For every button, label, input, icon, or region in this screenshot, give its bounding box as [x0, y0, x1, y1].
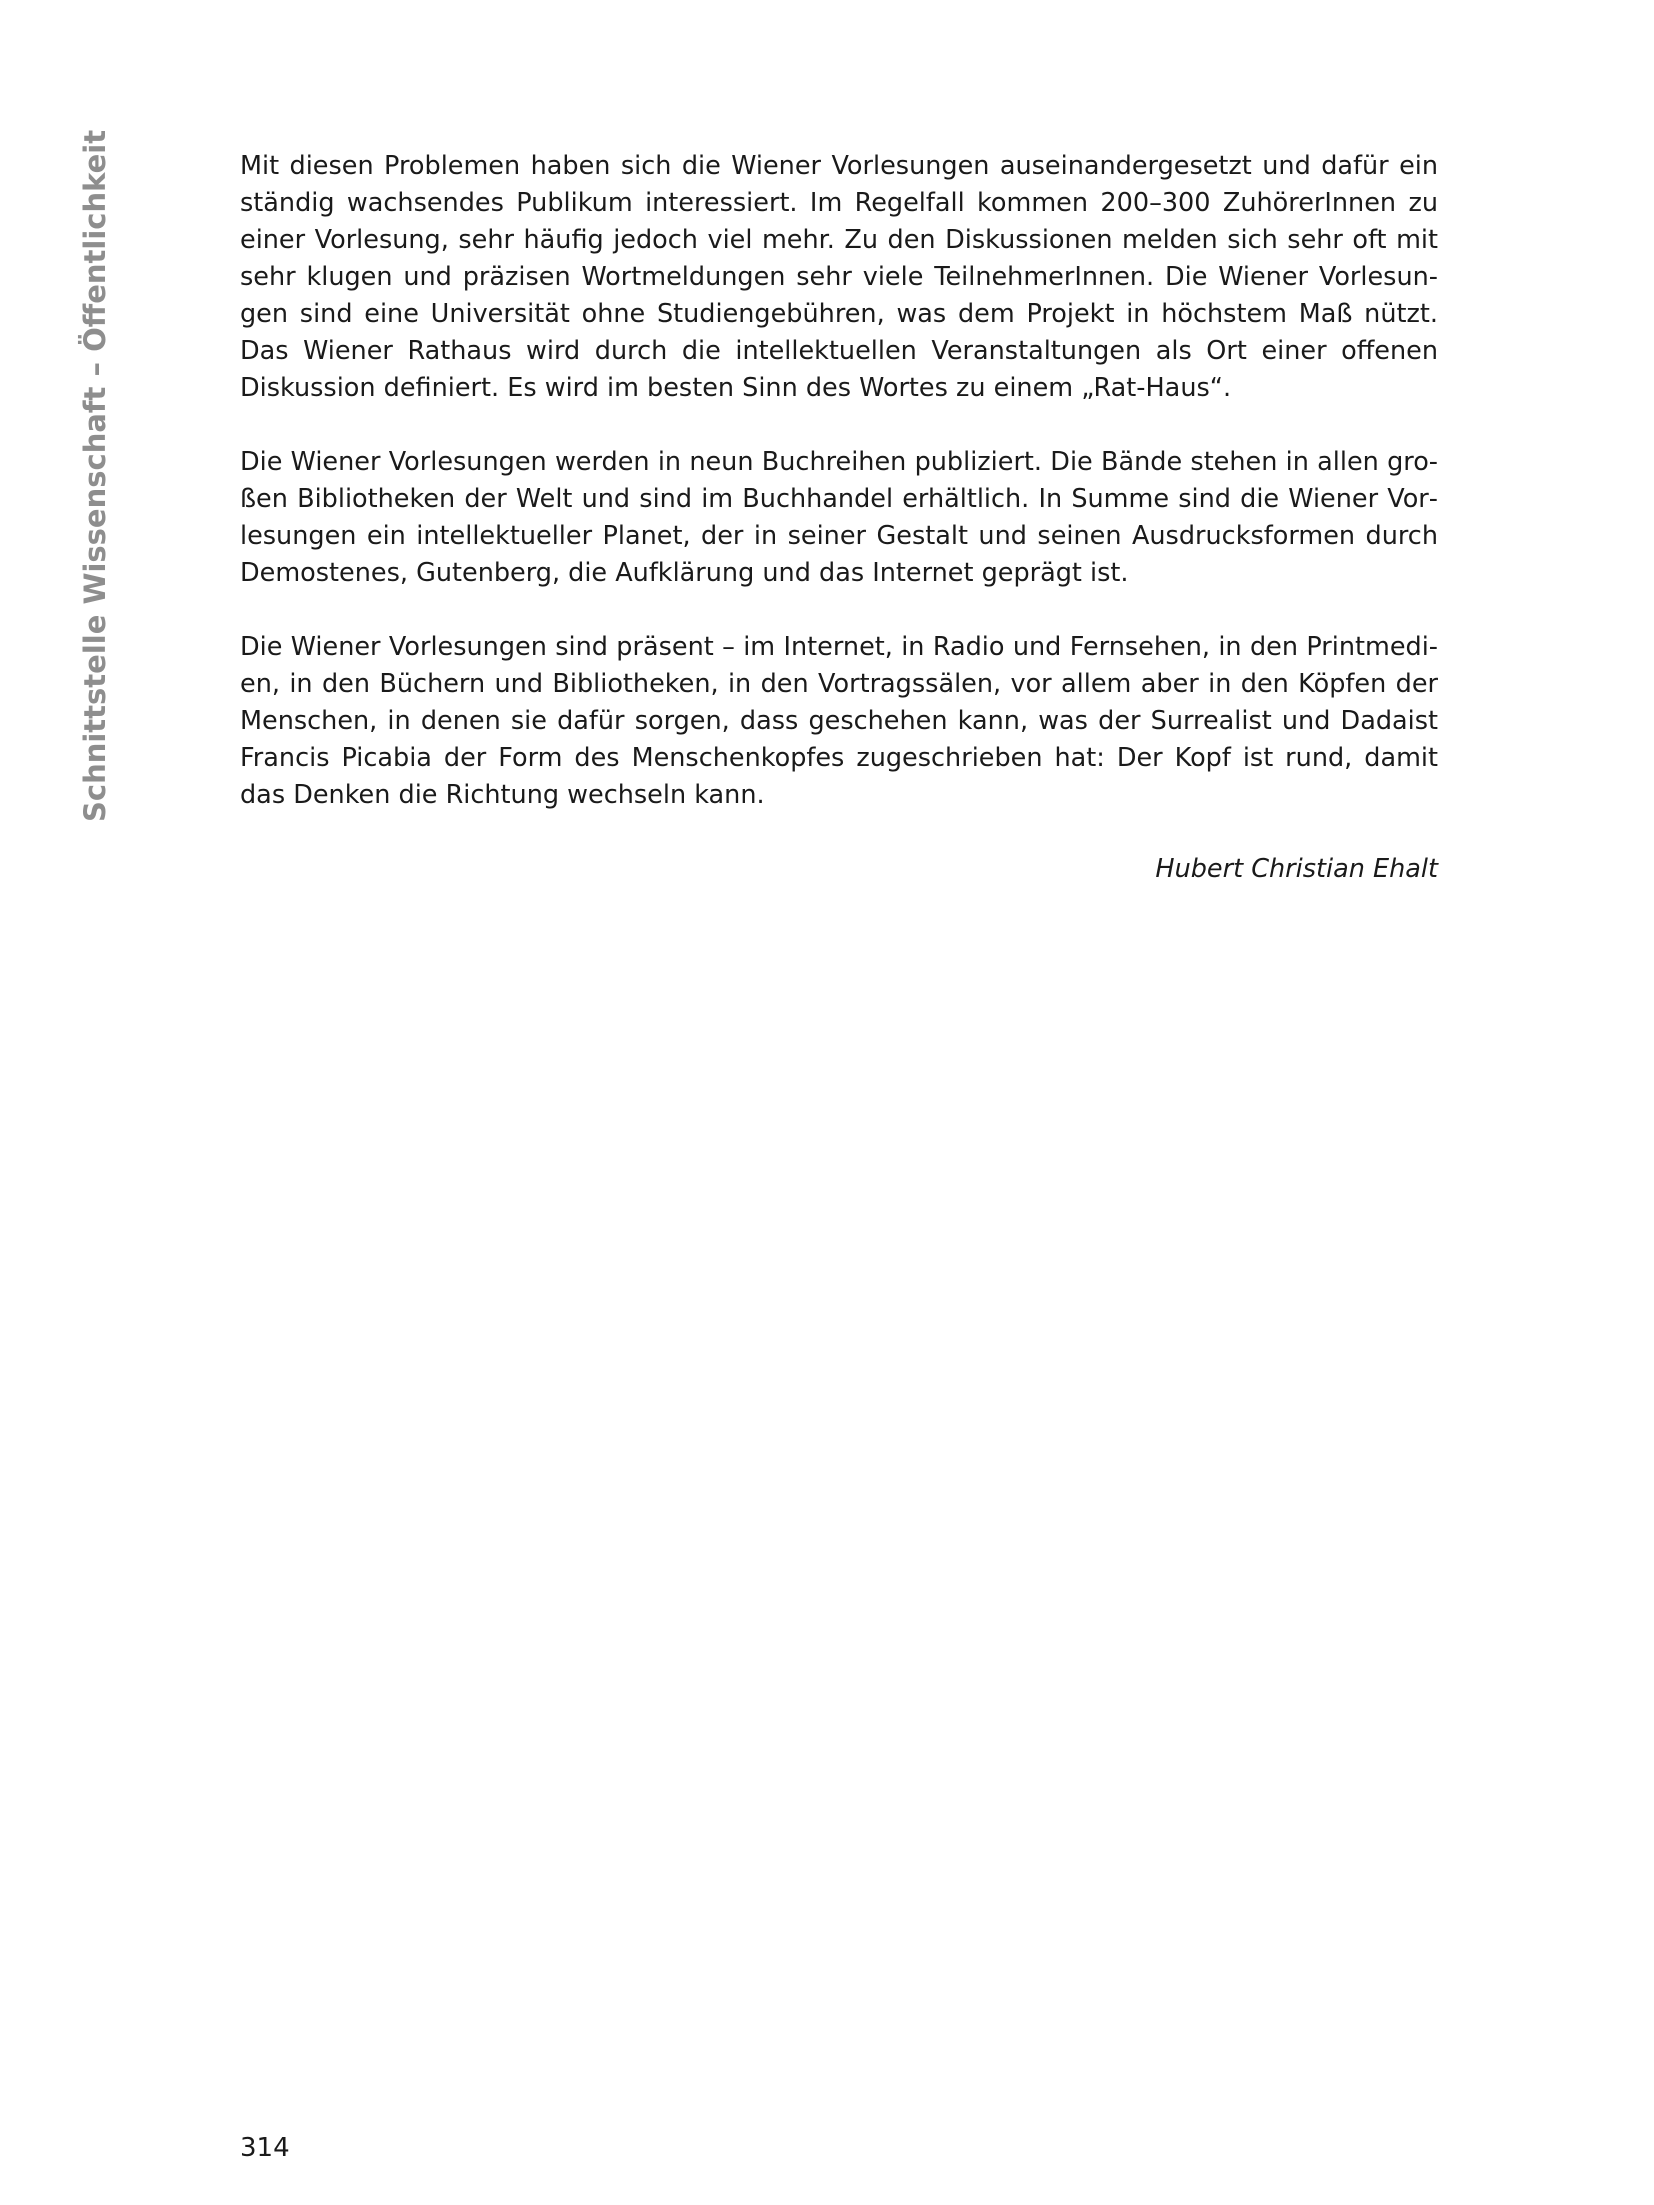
paragraph-3: Die Wiener Vorlesungen sind präsent – im Internet, in Radio und Fernsehen, in den Printmedien, in den Büchern und Bibliotheken, in den Vortragssälen, vor allem aber in den Köpfen der Menschen, in denen sie dafür sorgen, dass geschehen kann, was der Surrealist und Dadaist Francis Picabia der Form des Menschenkopfes zugeschrieben hat: Der Kopf ist rund, damit das Denken die Richtung wechseln kann. — [240, 632, 1438, 810]
page-number: 314 — [240, 2133, 290, 2163]
author-signature: Hubert Christian Ehalt — [1155, 854, 1438, 884]
paragraph-2: Die Wiener Vorlesungen werden in neun Buchreihen publiziert. Die Bände stehen in allen großen Bibliotheken der Welt und sind im Buchhandel erhältlich. In Summe sind die Wiener Vorlesungen ein intellektueller Planet, der in seiner Gestalt und seinen Ausdrucksformen durch Demostenes, Gutenberg, die Aufklärung und das Internet geprägt ist. — [240, 447, 1438, 588]
paragraph-1: Mit diesen Problemen haben sich die Wiener Vorlesungen auseinandergesetzt und dafür ein ständig wachsendes Publikum interessiert. Im Regelfall kommen 200–300 ZuhörerInnen zu einer Vorlesung, sehr häufig jedoch viel mehr. Zu den Diskussionen melden sich sehr oft mit sehr klugen und präzisen Wortmeldungen sehr viele TeilnehmerInnen. Die Wiener Vorlesungen sind eine Universität ohne Studiengebühren, was dem Projekt in höchstem Maß nützt. Das Wiener Rathaus wird durch die intellektuellen Veranstaltungen als Ort einer offenen Diskussion definiert. Es wird im besten Sinn des Wortes zu einem „Rat-Haus“. — [240, 151, 1438, 403]
main-text — [240, 148, 1438, 914]
running-section-title: Schnittstelle Wissenschaft – Öffentlichkeit — [78, 129, 112, 822]
